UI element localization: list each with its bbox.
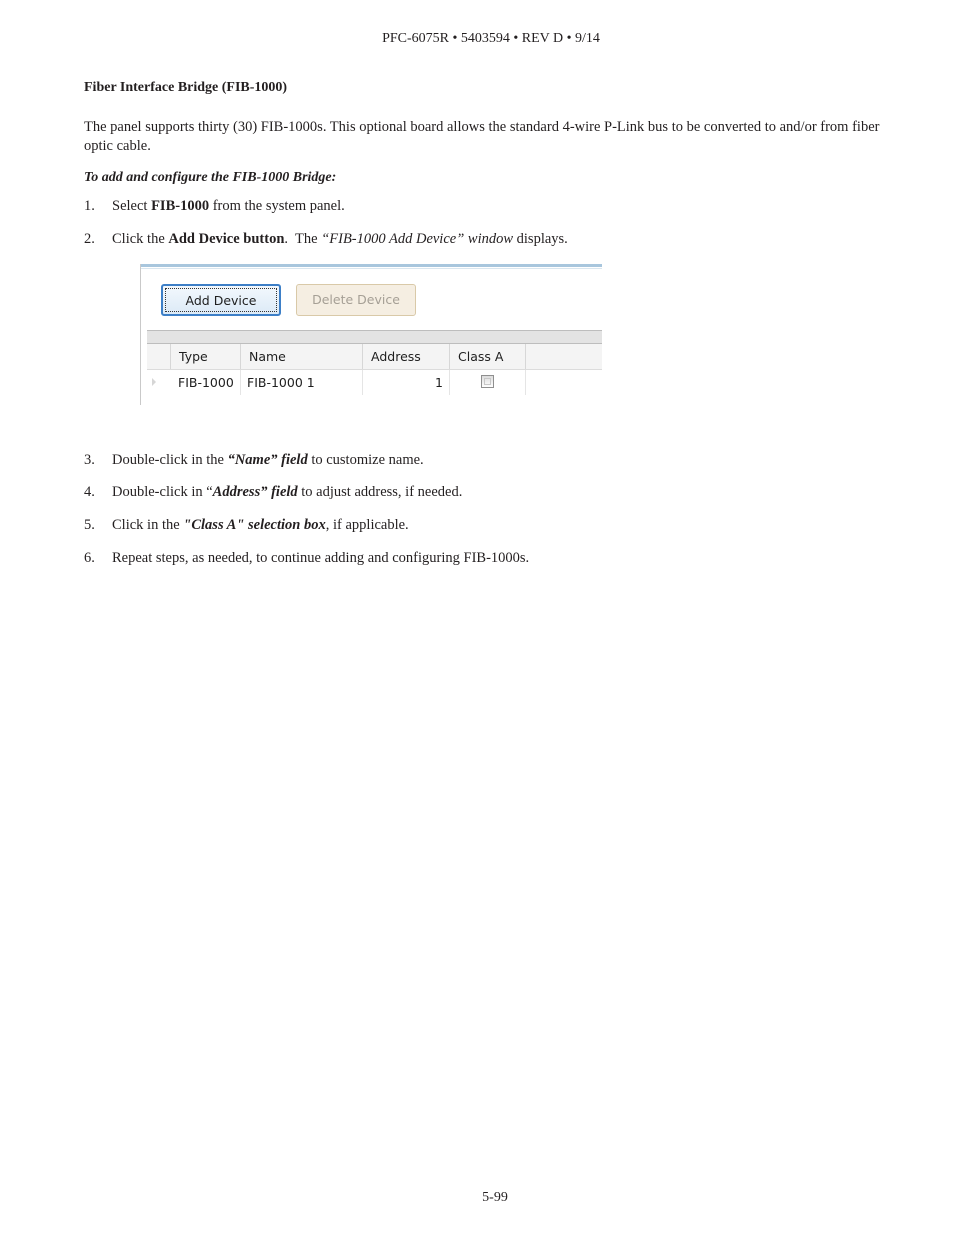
step-5: 5. Click in the "Class A" selection box, if applicable. (84, 517, 409, 533)
row-arrow-icon (152, 378, 156, 386)
column-header-class-a[interactable]: Class A (450, 344, 526, 369)
step-number: 6. (84, 550, 95, 566)
step-3: 3. Double-click in the “Name” field to customize name. (84, 452, 424, 468)
grid-toolbar (147, 330, 602, 344)
step-number: 5. (84, 517, 95, 533)
step-number: 3. (84, 452, 95, 468)
step-4: 4. Double-click in “Address” field to adjust address, if needed. (84, 484, 463, 500)
column-header-type[interactable]: Type (171, 344, 241, 369)
grid-header (147, 344, 602, 370)
page-header: PFC-6075R • 5403594 • REV D • 9/14 (382, 31, 600, 46)
row-selector[interactable] (147, 370, 171, 395)
column-header-name[interactable]: Name (241, 344, 363, 369)
class-a-checkbox[interactable] (481, 375, 494, 388)
table-row[interactable] (147, 370, 602, 395)
step-6: 6. Repeat steps, as needed, to continue adding and configuring FIB-1000s. (84, 550, 530, 566)
add-device-window-screenshot (140, 264, 602, 405)
row-selector-header (147, 344, 171, 369)
step-number: 4. (84, 484, 95, 500)
step-1: 1. Select FIB-1000 from the system panel. (84, 198, 345, 214)
window-top-border-inner (141, 268, 602, 269)
step-2: 2. Click the Add Device button. The “FIB-1000 Add Device” window displays. (84, 231, 568, 247)
window-top-border (141, 264, 602, 267)
column-header-address[interactable]: Address (363, 344, 450, 369)
delete-device-button[interactable] (296, 284, 416, 316)
delete-device-label: Delete Device (312, 292, 400, 307)
intro-paragraph: The panel supports thirty (30) FIB-1000s. This optional board allows the standard 4-wire P-Link bus to be converted to and/or from fiber optic cable. (84, 119, 880, 154)
cell-type[interactable]: FIB-1000 (171, 370, 241, 395)
section-title: Fiber Interface Bridge (FIB-1000) (84, 80, 288, 95)
focus-rectangle (165, 288, 277, 312)
page-number: 5-99 (482, 1190, 508, 1205)
add-device-label: Add Device (185, 293, 257, 308)
add-device-button[interactable] (161, 284, 281, 316)
cell-address[interactable]: 1 (363, 370, 450, 395)
step-number: 2. (84, 231, 95, 247)
procedure-title: To add and configure the FIB-1000 Bridge: (84, 170, 337, 185)
step-number: 1. (84, 198, 95, 214)
cell-name[interactable]: FIB-1000 1 (241, 370, 363, 395)
